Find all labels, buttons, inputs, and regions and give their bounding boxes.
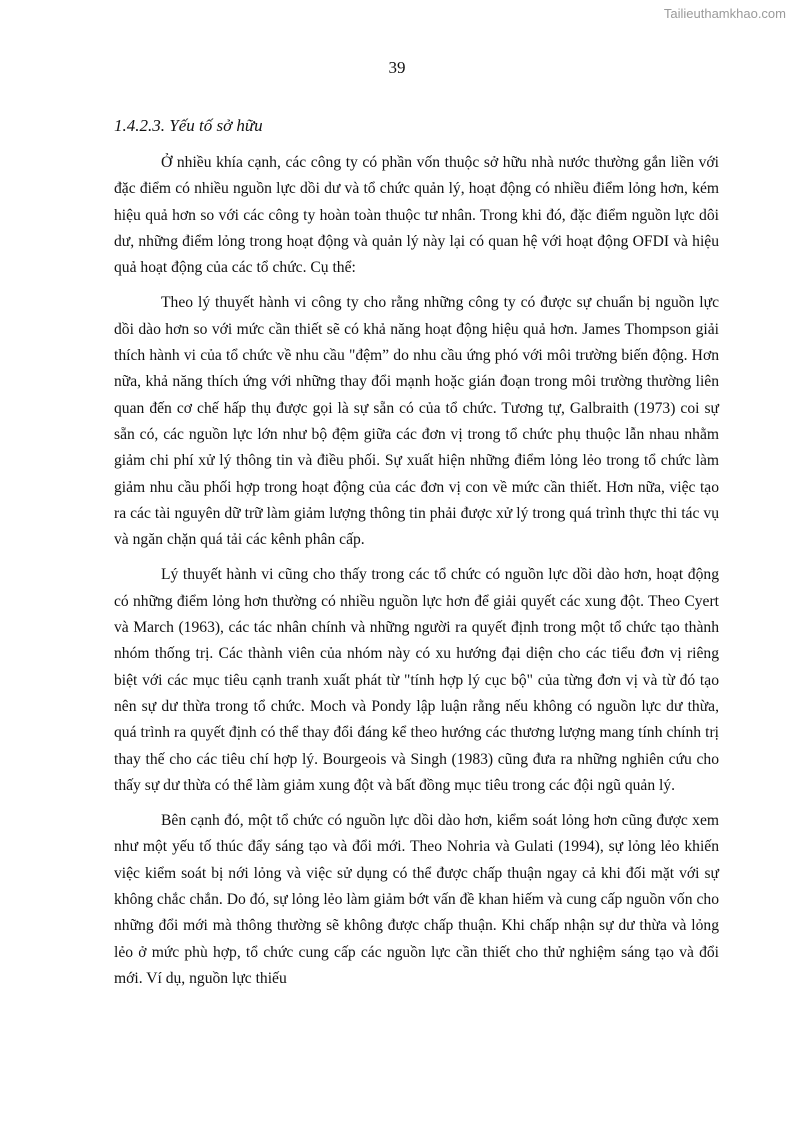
- paragraph: Lý thuyết hành vi cũng cho thấy trong các tổ chức có nguồn lực dồi dào hơn, hoạt động có những điểm lỏng hơn thường có nhiều nguồn lực hơn để giải quyết các xung đột. Theo Cyert và March (1963), các tác nhân chính và những người ra quyết định trong một tổ chức tạo thành nhóm thống trị. Các thành viên của nhóm này có xu hướng đại diện cho các tiểu đơn vị riêng biệt với các mục tiêu cạnh tranh xuất phát từ "tính hợp lý cục bộ" của từng đơn vị và từ đó tạo nên sự dư thừa trong tổ chức. Moch và Pondy lập luận rằng nếu không có nguồn lực dư thừa, quá trình ra quyết định có thể thay đổi đáng kể theo hướng các thương lượng mang tính chính trị thay thế cho các tiêu chí hợp lý. Bourgeois và Singh (1983) cũng đưa ra những nghiên cứu cho thấy sự dư thừa có thể làm giảm xung đột và bất đồng mục tiêu trong các đội ngũ quản lý.: [114, 566, 719, 794]
- section-heading: 1.4.2.3. Yếu tố sở hữu: [114, 116, 263, 135]
- document-body: [114, 114, 719, 1001]
- paragraph: Ở nhiều khía cạnh, các công ty có phần vốn thuộc sở hữu nhà nước thường gắn liền với đặc điểm có nhiều nguồn lực dồi dư và tổ chức quản lý, hoạt động có nhiều điểm lỏng hơn, kém hiệu quả hơn so với các công ty hoàn toàn thuộc tư nhân. Trong khi đó, đặc điểm nguồn lực dôi dư, những điểm lỏng trong hoạt động và quản lý này lại có quan hệ với hoạt động OFDI và hiệu quả hoạt động của các tổ chức. Cụ thể:: [114, 154, 719, 277]
- watermark: Tailieuthamkhao.com: [663, 6, 786, 21]
- paragraph: Theo lý thuyết hành vi công ty cho rằng những công ty có được sự chuẩn bị nguồn lực dồi dào hơn so với mức cần thiết sẽ có khả năng hoạt động hiệu quả hơn. James Thompson giải thích hành vi của tổ chức về nhu cầu "đệm” do nhu cầu ứng phó với môi trường biến động. Hơn nữa, khả năng thích ứng với những thay đổi mạnh hoặc gián đoạn trong môi trường thường liên quan đến cơ chế hấp thụ được gọi là sự sẵn có của tổ chức. Tương tự, Galbraith (1973) coi sự sẵn có, các nguồn lực lớn như bộ đệm giữa các đơn vị trong tổ chức phụ thuộc lẫn nhau nhằm giảm chi phí xử lý thông tin và điều phối. Sự xuất hiện những điểm lỏng lẻo trong tổ chức làm giảm nhu cầu phối hợp trong hoạt động của các đơn vị con về mức cần thiết. Hơn nữa, việc tạo ra các tài nguyên dữ trữ làm giảm lượng thông tin phải được xử lý trong quá trình thực thi tác vụ và ngăn chặn quá tải các kênh phân cấp.: [114, 294, 719, 549]
- page-number: 39: [388, 58, 406, 77]
- paragraph: Bên cạnh đó, một tổ chức có nguồn lực dồi dào hơn, kiểm soát lỏng hơn cũng được xem như một yếu tố thúc đẩy sáng tạo và đổi mới. Theo Nohria và Gulati (1994), sự lỏng lẻo khiến việc kiểm soát bị nới lỏng và việc sử dụng có thể được chấp thuận ngay cả khi đối mặt với sự không chắc chắn. Do đó, sự lỏng lẻo làm giảm bớt vấn đề khan hiếm và cung cấp nguồn vốn cho những đổi mới mà thông thường sẽ không được chấp thuận. Khi chấp nhận sự dư thừa và lỏng lẻo ở mức phù hợp, tổ chức cung cấp các nguồn lực cần thiết cho thử nghiệm sáng tạo và đổi mới. Ví dụ, nguồn lực thiếu: [114, 812, 719, 987]
